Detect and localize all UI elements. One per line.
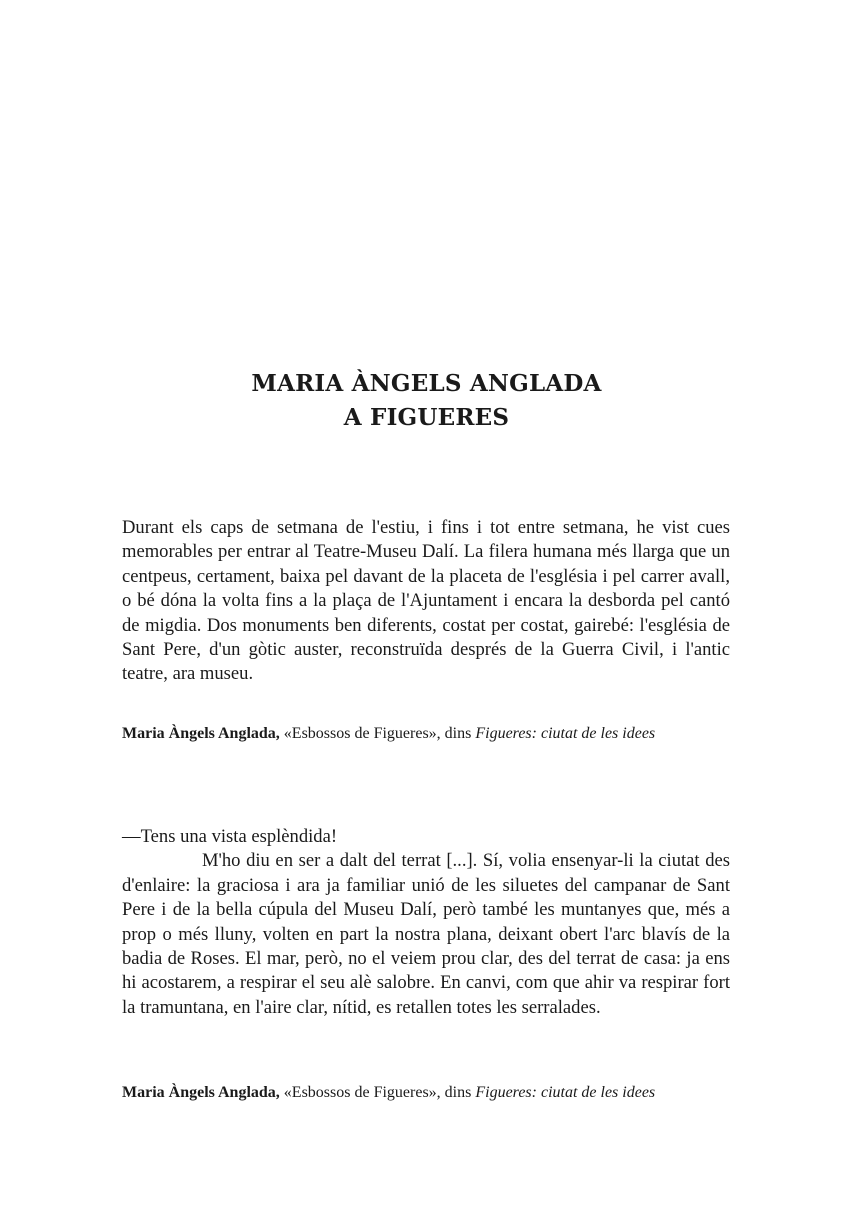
citation-2-book: Figueres: ciutat de les idees: [475, 1084, 656, 1101]
excerpt-1-paragraph: Durant els caps de setmana de l'estiu, i fins i tot entre setmana, he vist cues memorables per entrar al Teatre-Museu Dalí. La filera humana més llarga que un centpeus, certament, baixa pel davant de la placeta de l'església i pel carrer avall, o bé dóna la volta fins a la plaça de l'Ajuntament i encara la desborda pel cantó de migdia. Dos monuments ben diferents, costat per costat, gairebé: l'església de Sant Pere, d'un gòtic auster, reconstruïda després de la Guerra Civil, i l'antic teatre, ara museu.: [122, 517, 730, 685]
excerpt-2-dialogue: —Tens una vista esplèndida!: [122, 826, 338, 847]
citation-1: [122, 723, 762, 745]
excerpt-2: [122, 825, 730, 1020]
citation-1-book: Figueres: ciutat de les idees: [475, 725, 656, 742]
citation-1-work: «Esbossos de Figueres», dins: [279, 725, 476, 742]
citation-2-work: «Esbossos de Figueres», dins: [279, 1084, 476, 1101]
page-title: [0, 367, 853, 435]
title-line-1: MARIA ÀNGELS ANGLADA: [251, 370, 602, 397]
excerpt-1: [122, 516, 730, 687]
excerpt-2-paragraph: M'ho diu en ser a dalt del terrat [...]. Sí, volia ensenyar-li la ciutat des d'enlaire: la graciosa i ara ja familiar unió de les siluetes del campanar de Sant Pere i de la bella cúpula del Museu Dalí, però també les muntanyes que, més a prop o més lluny, volten en part la nostra plana, deixant obert l'arc blavís de la badia de Roses. El mar, però, no el veiem prou clar, des del terrat de casa: ja ens hi acostarem, a respirar el seu alè salobre. En canvi, com que ahir va respirar fort la tramuntana, en l'aire clar, nítid, es retallen totes les serralades.: [122, 850, 730, 1018]
citation-2-author: Maria Àngels Anglada,: [122, 1084, 280, 1101]
title-line-2: A FIGUERES: [343, 404, 510, 431]
citation-1-author: Maria Àngels Anglada,: [122, 725, 280, 742]
citation-2: [122, 1082, 762, 1104]
